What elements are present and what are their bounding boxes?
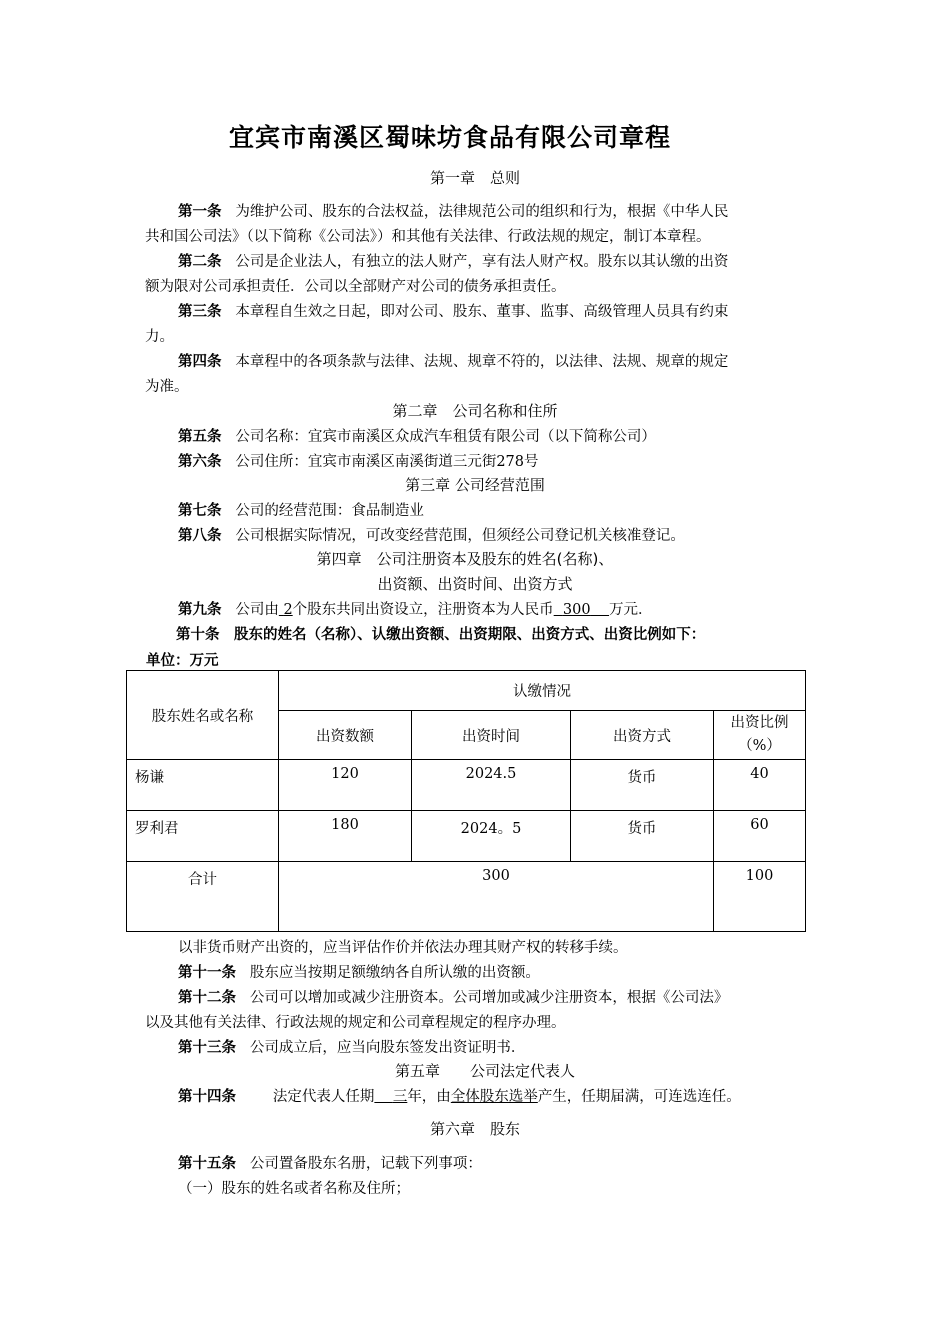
article-13-text: 公司成立后，应当向股东签发出资证明书．	[249, 1040, 526, 1056]
article-11	[178, 961, 540, 982]
article-5-label: 第五条	[178, 429, 222, 445]
chapter-1-heading: 第一章 总则	[429, 169, 520, 187]
article-4-text-1: 本章程中的各项条款与法律、法规、规章不符的，以法律、法规、规章的规定	[235, 354, 729, 370]
article-1-label: 第一条	[178, 204, 222, 220]
header-time: 出资时间	[412, 711, 571, 760]
article-1-line-2: 共和国公司法》（以下简称《公司法》）和其他有关法律、行政法规的规定，制订本章程。	[145, 229, 711, 245]
header-ratio-line-2: （%）	[738, 738, 781, 754]
article-8-label: 第八条	[178, 528, 222, 544]
unit-label: 单位：万元	[146, 653, 219, 669]
article-7-text: 公司的经营范围：食品制造业	[235, 503, 424, 519]
row-2-method: 货币	[571, 811, 714, 862]
table-header-row-1	[127, 671, 806, 711]
row-1-ratio: 40	[714, 760, 806, 811]
article-4-line-2: 为准。	[145, 379, 189, 395]
article-3-line-2: 力。	[145, 329, 174, 345]
chapter-4-heading-line-2: 出资额、出资时间、出资方式	[377, 575, 573, 593]
article-6-text: 公司住所：宜宾市南溪区南溪街道三元街278号	[235, 454, 539, 470]
article-7-label: 第七条	[178, 503, 222, 519]
article-7	[178, 499, 424, 520]
chapter-4-heading-line-1: 第四章 公司注册资本及股东的姓名(名称)、	[316, 550, 614, 568]
article-12-line-1	[178, 986, 728, 1007]
registered-capital-value: 300	[562, 602, 591, 618]
article-9-text-2: 个股东共同出资设立，注册资本为人民币	[292, 602, 554, 618]
header-subscription-group: 认缴情况	[279, 671, 806, 711]
article-5	[178, 425, 656, 446]
article-12-line-2: 以及其他有关法律、行政法规的规定和公司章程规定的程序办理。	[145, 1015, 566, 1031]
non-monetary-note: 以非货币财产出资的，应当评估作价并依法办理其财产权的转移手续。	[178, 940, 628, 956]
article-15	[178, 1152, 482, 1173]
row-2-name: 罗利君	[127, 811, 279, 862]
total-amount: 300	[279, 862, 714, 932]
row-2-ratio: 60	[714, 811, 806, 862]
article-13	[178, 1036, 525, 1057]
article-3-line-1	[178, 300, 728, 321]
header-ratio-line-1: 出资比例	[730, 715, 789, 731]
article-1-text-1: 为维护公司、股东的合法权益，法律规范公司的组织和行为，根据《中华人民	[235, 204, 729, 220]
term-years-value: 三	[392, 1089, 408, 1105]
article-3-label: 第三条	[178, 304, 222, 320]
article-2-text-1: 公司是企业法人，有独立的法人财产，享有法人财产权。股东以其认缴的出资	[235, 254, 729, 270]
article-14-text-3: 产生，任期届满，可连选连任。	[537, 1089, 741, 1105]
table-row	[127, 760, 806, 811]
article-8	[178, 524, 685, 545]
header-method: 出资方式	[571, 711, 714, 760]
chapter-2-heading: 第二章 公司名称和住所	[392, 402, 558, 420]
chapter-3-heading: 第三章 公司经营范围	[405, 476, 545, 494]
total-label: 合计	[127, 862, 279, 932]
row-2-amount: 180	[279, 811, 412, 862]
article-15-label: 第十五条	[178, 1156, 236, 1172]
document-title: 宜宾市南溪区蜀味坊食品有限公司章程	[228, 123, 671, 152]
article-12-text-1: 公司可以增加或减少注册资本。公司增加或减少注册资本，根据《公司法》	[249, 990, 729, 1006]
term-years	[374, 1089, 407, 1105]
article-4-line-1	[178, 350, 728, 371]
article-9-text-1: 公司由	[235, 602, 279, 618]
total-ratio: 100	[714, 862, 806, 932]
chapter-5-heading: 第五章 公司法定代表人	[394, 1062, 575, 1080]
shareholder-count-value: 2	[283, 602, 293, 618]
article-14-text-2: 年，由	[407, 1089, 451, 1105]
header-ratio	[714, 711, 806, 760]
elected-by: 全体股东选举	[450, 1089, 538, 1105]
article-14	[178, 1085, 741, 1106]
article-5-text: 公司名称：宜宾市南溪区众成汽车租赁有限公司（以下简称公司）	[235, 429, 656, 445]
article-14-label: 第十四条	[178, 1089, 236, 1105]
article-8-text: 公司根据实际情况，可改变经营范围，但须经公司登记机关核准登记。	[235, 528, 685, 544]
article-10-line: 第十条 股东的姓名（名称）、认缴出资额、出资期限、出资方式、出资比例如下：	[176, 627, 706, 643]
row-1-method: 货币	[571, 760, 714, 811]
article-9-text-3: 万元．	[609, 602, 653, 618]
article-13-label: 第十三条	[178, 1040, 236, 1056]
article-6	[178, 450, 539, 471]
chapter-6-heading: 第六章 股东	[429, 1120, 520, 1138]
table-row	[127, 811, 806, 862]
article-3-text-1: 本章程自生效之日起，即对公司、股东、董事、监事、高级管理人员具有约束	[235, 304, 729, 320]
article-12-label: 第十二条	[178, 990, 236, 1006]
article-9	[178, 598, 653, 619]
article-6-label: 第六条	[178, 454, 222, 470]
row-1-amount: 120	[279, 760, 412, 811]
shareholder-count	[279, 602, 293, 618]
article-2-line-1	[178, 250, 728, 271]
header-amount: 出资数额	[279, 711, 412, 760]
row-2-time: 2024。5	[412, 811, 571, 862]
list-item: （一）股东的姓名或者名称及住所；	[178, 1181, 410, 1197]
article-15-text: 公司置备股东名册，记载下列事项：	[249, 1156, 482, 1172]
article-11-text: 股东应当按期足额缴纳各自所认缴的出资额。	[249, 965, 540, 981]
article-14-text-1: 法定代表人任期	[272, 1089, 375, 1105]
article-2-line-2: 额为限对公司承担责任．公司以全部财产对公司的债务承担责任。	[145, 279, 566, 295]
registered-capital	[554, 602, 609, 618]
article-1-line-1	[178, 200, 728, 221]
capital-contribution-table	[126, 670, 806, 932]
article-4-label: 第四条	[178, 354, 222, 370]
article-2-label: 第二条	[178, 254, 222, 270]
article-11-label: 第十一条	[178, 965, 236, 981]
row-1-name: 杨谦	[127, 760, 279, 811]
row-1-time: 2024.5	[412, 760, 571, 811]
header-shareholder-name: 股东姓名或名称	[127, 671, 279, 760]
table-total-row	[127, 862, 806, 932]
article-9-label: 第九条	[178, 602, 222, 618]
